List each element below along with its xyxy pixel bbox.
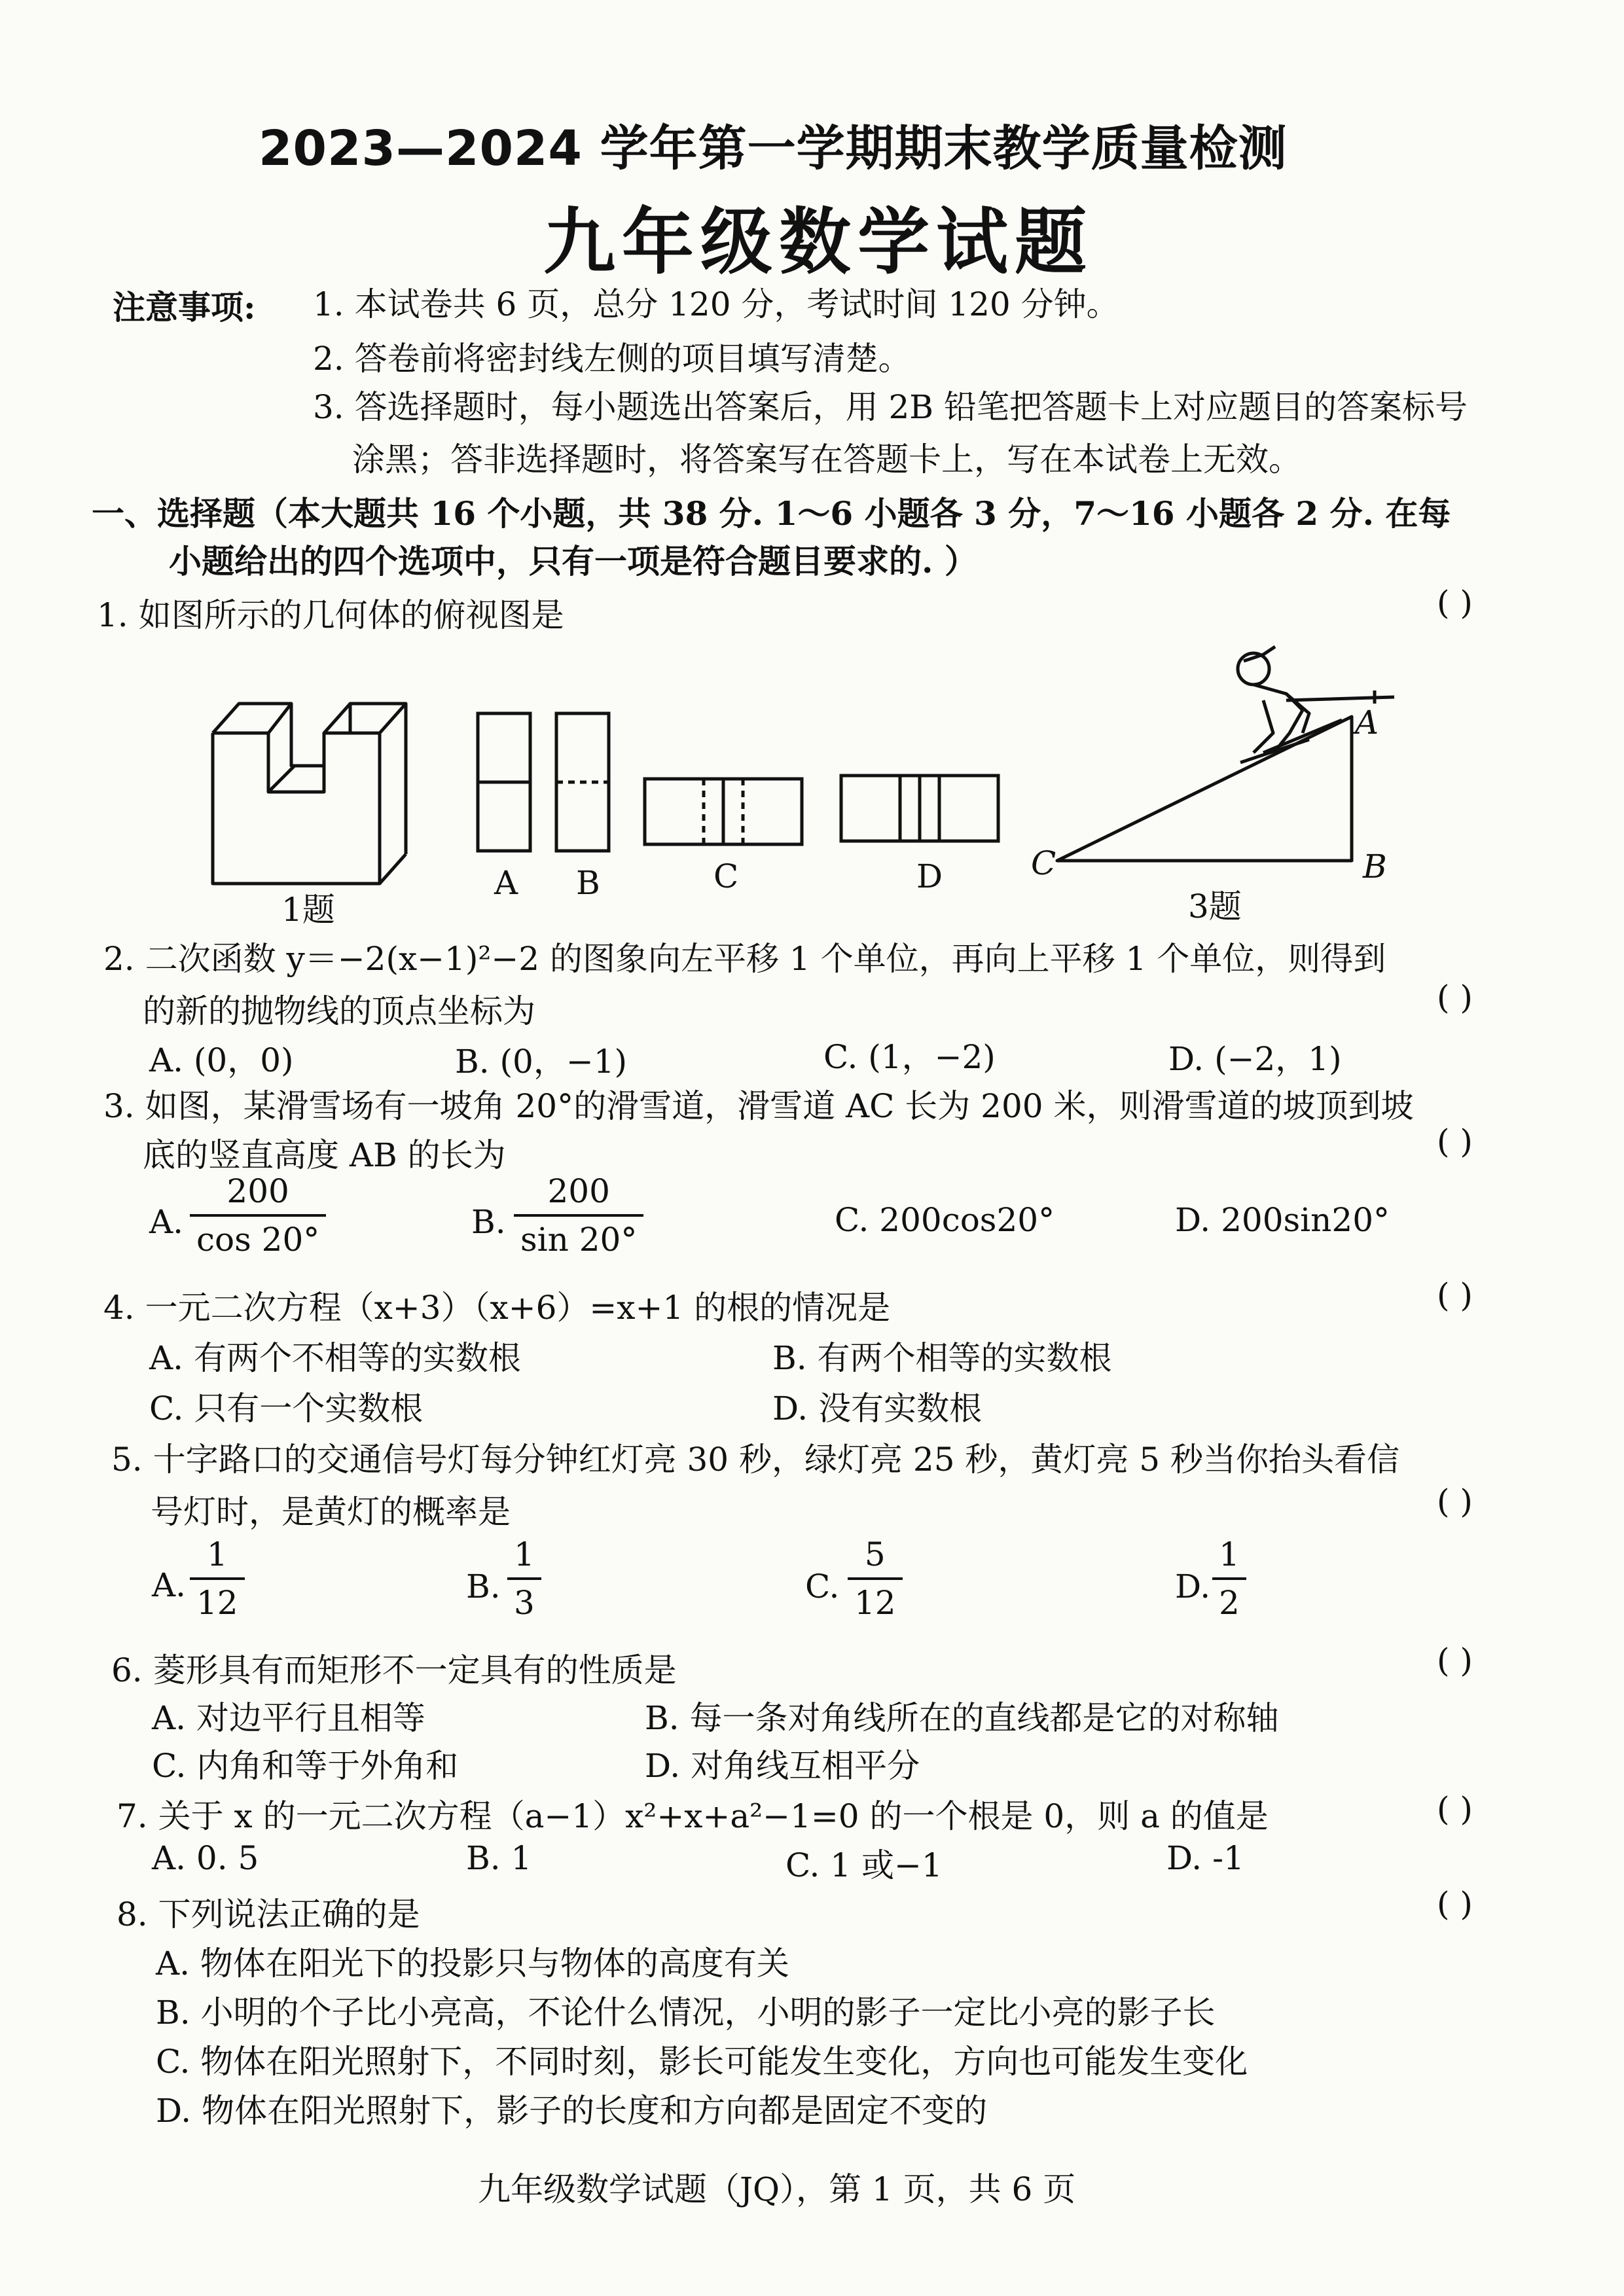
option-a-label: A. xyxy=(152,1566,187,1604)
answer-paren: ( ) xyxy=(1437,1885,1473,1923)
figure-caption: 3题 xyxy=(1188,888,1242,925)
fraction-numerator: 200 xyxy=(226,1172,289,1210)
question-1-stem: 1. 如图所示的几何体的俯视图是 xyxy=(97,596,564,634)
question-6-stem: 6. 菱形具有而矩形不一定具有的性质是 xyxy=(111,1651,677,1689)
option-d-label: D. xyxy=(1175,1568,1211,1605)
q1-solid-figure xyxy=(203,694,445,890)
option-d-fraction xyxy=(1212,1535,1246,1622)
option-label-a: A xyxy=(494,864,518,902)
option-label-b: B xyxy=(576,864,600,902)
option-a-figure xyxy=(475,710,533,854)
section-heading: 一、选择题（本大题共 16 个小题，共 38 分. 1～6 小题各 3 分，7～16 小题各 2 分. 在每 xyxy=(92,494,1451,533)
answer-paren: ( ) xyxy=(1437,1641,1473,1679)
answer-paren: ( ) xyxy=(1437,978,1473,1016)
question-3-stem: 3. 如图，某滑雪场有一坡角 20°的滑雪道，滑雪道 AC 长为 200 米，则滑雪道的坡顶到坡 xyxy=(103,1087,1414,1125)
option-a: A. 0. 5 xyxy=(152,1839,259,1877)
option-c-label: C. xyxy=(805,1568,840,1605)
option-b: B. 小明的个子比小亮高，不论什么情况，小明的影子一定比小亮的影子长 xyxy=(156,1994,1216,2032)
answer-paren: ( ) xyxy=(1437,1276,1473,1314)
option-b-figure xyxy=(553,710,612,854)
question-2-stem: 2. 二次函数 y＝−2(x−1)²−2 的图象向左平移 1 个单位，再向上平移 1 个单位，则得到 xyxy=(103,940,1386,978)
option-a: A. (0，0) xyxy=(149,1041,294,1079)
figure-caption: 1题 xyxy=(281,891,335,929)
section-heading: 小题给出的四个选项中，只有一项是符合题目要求的. ） xyxy=(169,542,977,581)
fraction-denominator: 12 xyxy=(196,1584,238,1622)
exam-header: 2023—2024 学年第一学期期末教学质量检测 xyxy=(259,120,1288,177)
note-item: 3. 答选择题时，每小题选出答案后，用 2B 铅笔把答题卡上对应题目的答案标号 xyxy=(313,388,1468,426)
fraction-numerator: 5 xyxy=(864,1535,886,1573)
option-b: B. 每一条对角线所在的直线都是它的对称轴 xyxy=(645,1699,1279,1737)
option-a: A. 对边平行且相等 xyxy=(152,1699,425,1737)
option-a-fraction xyxy=(190,1535,245,1622)
question-7-stem: 7. 关于 x 的一元二次方程（a−1）x²+x+a²−1=0 的一个根是 0，则 a 的值是 xyxy=(117,1797,1269,1835)
option-d: D. 物体在阳光照射下，影子的长度和方向都是固定不变的 xyxy=(156,2092,988,2130)
fraction-numerator: 1 xyxy=(514,1535,535,1573)
point-label-a: A xyxy=(1355,704,1379,742)
question-4-stem: 4. 一元二次方程（x+3）（x+6）=x+1 的根的情况是 xyxy=(103,1289,891,1327)
option-a: A. 物体在阳光下的投影只与物体的高度有关 xyxy=(156,1945,789,1982)
option-b: B. 有两个相等的实数根 xyxy=(772,1339,1112,1377)
question-8-stem: 8. 下列说法正确的是 xyxy=(117,1895,420,1933)
page-footer: 九年级数学试题（JQ），第 1 页，共 6 页 xyxy=(478,2170,1076,2208)
option-a-fraction xyxy=(190,1172,326,1259)
answer-paren: ( ) xyxy=(1437,1122,1473,1160)
option-c-figure xyxy=(641,776,805,848)
option-c: C. 1 或−1 xyxy=(785,1846,943,1884)
fraction-numerator: 200 xyxy=(547,1172,610,1210)
option-label-d: D xyxy=(916,857,943,895)
fraction-denominator: cos 20° xyxy=(196,1221,320,1259)
fraction-denominator: sin 20° xyxy=(520,1221,638,1259)
question-3-stem: 底的竖直高度 AB 的长为 xyxy=(143,1136,506,1174)
option-c-fraction xyxy=(848,1535,903,1622)
option-c: C. 内角和等于外角和 xyxy=(152,1747,459,1785)
option-d: D. 200sin20° xyxy=(1175,1201,1390,1239)
option-a: A. 有两个不相等的实数根 xyxy=(149,1339,521,1377)
option-d: D. 对角线互相平分 xyxy=(645,1747,920,1785)
fraction-denominator: 3 xyxy=(514,1584,535,1622)
option-b-fraction xyxy=(507,1535,541,1622)
option-b-fraction xyxy=(514,1172,643,1259)
option-c: C. 200cos20° xyxy=(835,1201,1055,1239)
option-d: D. (−2，1) xyxy=(1168,1040,1342,1078)
option-b-label: B. xyxy=(471,1203,506,1241)
question-2-stem: 的新的抛物线的顶点坐标为 xyxy=(143,992,535,1030)
answer-paren: ( ) xyxy=(1437,1482,1473,1520)
ski-slope-figure xyxy=(1028,635,1420,884)
option-b: B. (0，−1) xyxy=(455,1043,628,1081)
fraction-numerator: 1 xyxy=(1219,1535,1240,1573)
option-c: C. 只有一个实数根 xyxy=(149,1390,424,1427)
fraction-denominator: 12 xyxy=(854,1584,896,1622)
option-d: D. 没有实数根 xyxy=(772,1390,983,1427)
point-label-b: B xyxy=(1363,848,1387,886)
point-label-c: C xyxy=(1031,844,1056,882)
fraction-denominator: 2 xyxy=(1219,1584,1240,1622)
question-5-stem: 5. 十字路口的交通信号灯每分钟红灯亮 30 秒，绿灯亮 25 秒，黄灯亮 5 秒当你抬头看信 xyxy=(111,1441,1400,1479)
note-item: 涂黑；答非选择题时，将答案写在答题卡上，写在本试卷上无效。 xyxy=(352,440,1301,478)
option-c: C. 物体在阳光照射下，不同时刻，影长可能发生变化，方向也可能发生变化 xyxy=(156,2043,1248,2081)
answer-paren: ( ) xyxy=(1437,1790,1473,1828)
note-item: 2. 答卷前将密封线左侧的项目填写清楚。 xyxy=(313,340,911,378)
question-5-stem: 号灯时，是黄灯的概率是 xyxy=(151,1493,511,1531)
option-d: D. -1 xyxy=(1166,1839,1244,1877)
answer-paren: ( ) xyxy=(1437,584,1473,622)
page-title: 九年级数学试题 xyxy=(543,200,1093,284)
option-b: B. 1 xyxy=(466,1839,532,1877)
option-d-figure xyxy=(838,772,1001,844)
option-c: C. (1，−2) xyxy=(823,1038,996,1076)
option-a-label: A. xyxy=(149,1203,184,1241)
option-b-label: B. xyxy=(466,1568,501,1605)
note-item: 1. 本试卷共 6 页，总分 120 分，考试时间 120 分钟。 xyxy=(313,285,1119,323)
fraction-numerator: 1 xyxy=(206,1535,228,1573)
option-label-c: C xyxy=(713,857,739,895)
notes-label: 注意事项: xyxy=(113,288,256,327)
